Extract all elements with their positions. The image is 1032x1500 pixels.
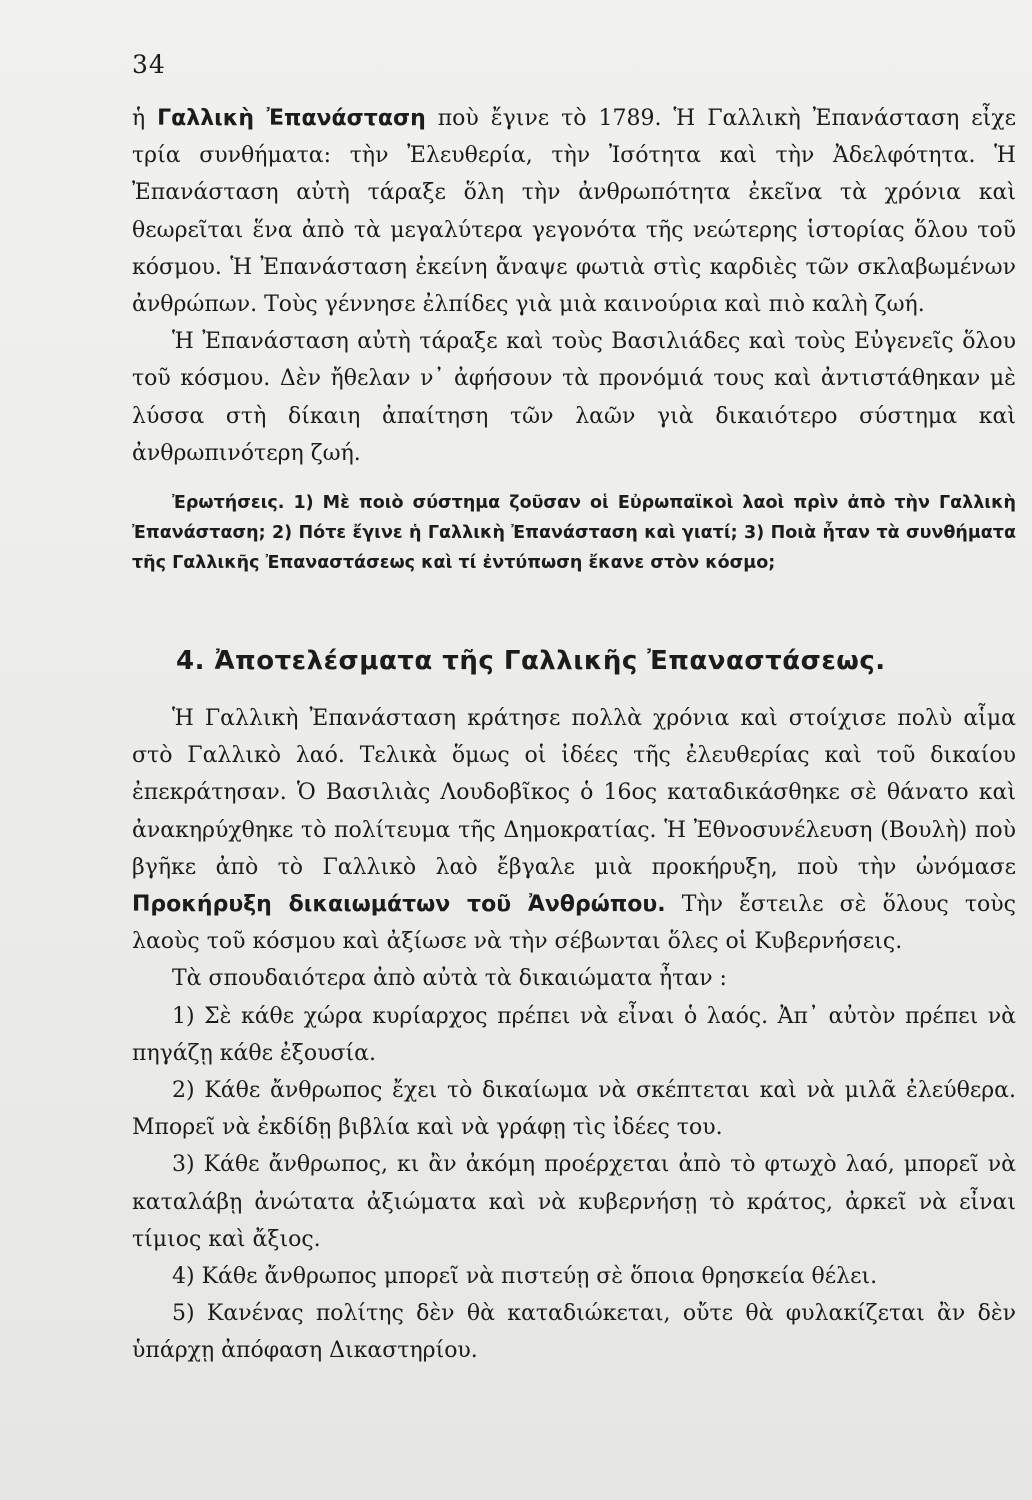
results-text-continued: Τὴν ἔστειλε σὲ ὅλους τοὺς λαοὺς τοῦ κόσμου καὶ ἀξίωσε νὰ τὴν σέβωνται ὅλες οἱ Κυβερνήσεις.	[132, 892, 1016, 955]
paragraph-revolution-results	[132, 700, 1016, 960]
intro-text: ποὺ ἔγινε τὸ 1789. Ἡ Γαλλικὴ Ἐπανάσταση εἶχε τρία συνθήματα: τὴν Ἐλευθερία, τὴν Ἰσότητα καὶ τὴν Ἀδελφότητα. Ἡ Ἐπανάσταση αὐτὴ τάραξε ὅλη τὴν ἀνθρωπότητα ἐκεῖνα τὰ χρόνια καὶ θεωρεῖται ἕνα ἀπὸ τὰ μεγαλύτερα γεγονότα τῆς νεώτερης ἱστορίας ὅλου τοῦ κόσμου. Ἡ Ἐπανάσταση ἐκείνη ἄναψε φωτιὰ στὶς καρδιὲς τῶν σκλαβωμένων ἀνθρώπων. Τοὺς γέννησε ἐλπίδες γιὰ μιὰ καινούρια καὶ πιὸ καλὴ ζωή.	[132, 106, 1016, 318]
right-item-4: 4) Κάθε ἄνθρωπος μπορεῖ νὰ πιστεύῃ σὲ ὅποια θρησκεία θέλει.	[172, 1264, 878, 1290]
paragraph-french-revolution-intro	[132, 100, 1016, 323]
paragraph-kings-reaction: Ἡ Ἐπανάσταση αὐτὴ τάραξε καὶ τοὺς Βασιλιάδες καὶ τοὺς Εὐγενεῖς ὅλου τοῦ κόσμου. Δὲν ἤθελαν ν᾿ ἀφήσουν τὰ προνόμιά τους καὶ ἀντιστάθηκαν μὲ λύσσα στὴ δίκαιη ἀπαίτηση τῶν λαῶν γιὰ δικαιότερο σύστημα καὶ ἀνθρωπινότερη ζωή.	[132, 329, 1016, 466]
results-text: Ἡ Γαλλικὴ Ἐπανάσταση κράτησε πολλὰ χρόνια καὶ στοίχισε πολὺ αἷμα στὸ Γαλλικὸ λαό. Τελικὰ ὅμως οἱ ἰδέες τῆς ἐλευθερίας καὶ τοῦ δικαίου ἐπεκράτησαν. Ὁ Βασιλιὰς Λουδοβῖκος ὁ 16ος καταδικάσθηκε σὲ θάνατο καὶ ἀνακηρύχθηκε τὸ πολίτευμα τῆς Δημοκρατίας. Ἡ Ἐθνοσυνέλευση (Βουλὴ) ποὺ βγῆκε ἀπὸ τὸ Γαλλικὸ λαὸ ἔβγαλε μιὰ προκήρυξη, ποὺ τὴν ὠνόμασε	[132, 706, 1016, 880]
right-item-3: 3) Κάθε ἄνθρωπος, κι ἂν ἀκόμη προέρχεται ἀπὸ τὸ φτωχὸ λαό, μπορεῖ νὰ καταλάβῃ ἀνώτατα ἀξιώματα καὶ νὰ κυβερνήσῃ τὸ κράτος, ἀρκεῖ νὰ εἶναι τίμιος καὶ ἄξιος.	[132, 1152, 1016, 1252]
french-revolution-term: Γαλλικὴ Ἐπανάσταση	[157, 106, 426, 131]
questions-label: Ἐρωτήσεις.	[172, 493, 285, 513]
lead-word: ἡ	[132, 106, 146, 131]
right-item-1: 1) Σὲ κάθε χώρα κυρίαρχος πρέπει νὰ εἶναι ὁ λαός. Ἀπ᾿ αὐτὸν πρέπει νὰ πηγάζῃ κάθε ἐξουσία.	[132, 1003, 1016, 1066]
declaration-of-rights-term: Προκήρυξη δικαιωμάτων τοῦ Ἀνθρώπου.	[132, 892, 666, 918]
review-questions	[132, 488, 1016, 578]
section-body	[132, 700, 1016, 1370]
right-item-5: 5) Κανένας πολίτης δὲν θὰ καταδιώκεται, οὔτε θὰ φυλακίζεται ἂν δὲν ὑπάρχῃ ἀπόφαση Δικαστηρίου.	[132, 1301, 1016, 1364]
paragraph-rights-intro: Τὰ σπουδαιότερα ἀπὸ αὐτὰ τὰ δικαιώματα ἦταν :	[172, 966, 727, 992]
questions-text: 1) Μὲ ποιὸ σύστημα ζοῦσαν οἱ Εὐρωπαϊκοὶ λαοὶ πρὶν ἀπὸ τὴν Γαλλικὴ Ἐπανάσταση; 2) Πότε ἔγινε ἡ Γαλλικὴ Ἐπανάσταση καὶ γιατί; 3) Ποιὰ ἦταν τὰ συνθήματα τῆς Γαλλικῆς Ἐπαναστάσεως καὶ τί ἐντύπωση ἔκανε στὸν κόσμο;	[132, 493, 1017, 573]
opening-text	[132, 100, 1016, 472]
right-item-2: 2) Κάθε ἄνθρωπος ἔχει τὸ δικαίωμα νὰ σκέπτεται καὶ νὰ μιλᾶ ἐλεύθερα. Μπορεῖ νὰ ἐκδίδῃ βιβλία καὶ νὰ γράφῃ τὶς ἰδέες του.	[132, 1078, 1016, 1141]
section-heading: 4. Ἀποτελέσματα τῆς Γαλλικῆς Ἐπαναστάσεως.	[176, 646, 886, 676]
page-number: 34	[132, 50, 166, 79]
